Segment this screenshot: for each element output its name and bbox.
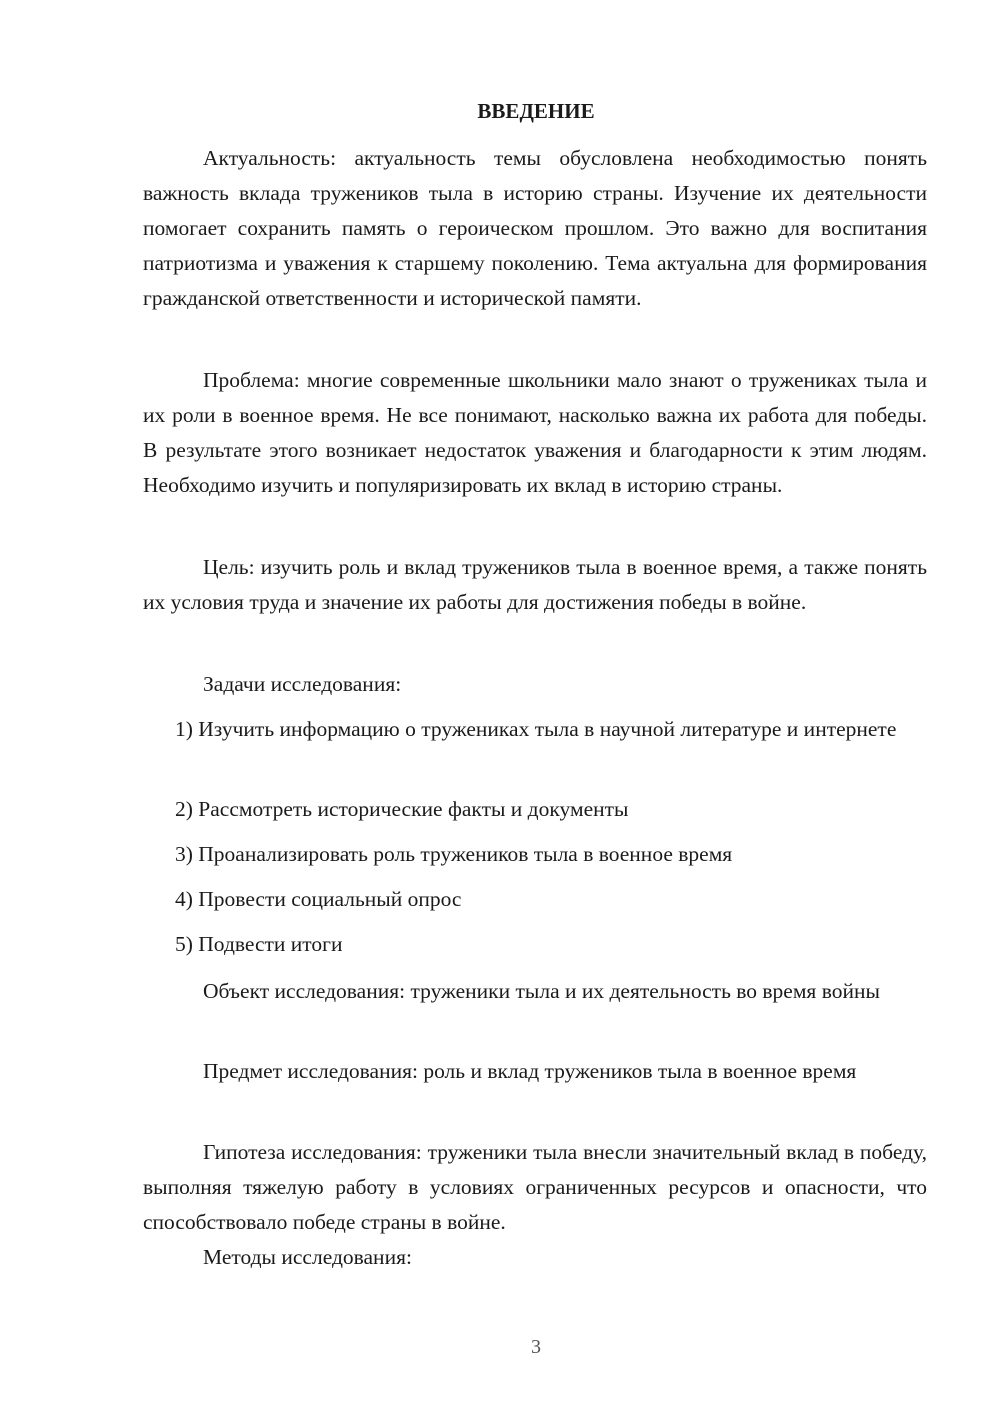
paragraph-subject: Предмет исследования: роль и вклад тружеников тыла в военное время: [203, 1059, 857, 1083]
paragraph-problem: Проблема: многие современные школьники мало знают о тружениках тыла и их роли в военное время. Не все понимают, насколько важна их работа для победы. В результате этого возникает недостаток уважения и благодарности к этим людям. Необходимо изучить и популяризировать их вклад в историю страны.: [143, 368, 927, 497]
task-item-3: 3) Проанализировать роль тружеников тыла в военное время: [175, 842, 733, 866]
methods-heading: Методы исследования:: [203, 1245, 412, 1269]
tasks-heading: Задачи исследования:: [203, 672, 402, 696]
task-item-5: 5) Подвести итоги: [175, 932, 343, 956]
task-item-1: 1) Изучить информацию о тружениках тыла в научной литературе и интернете: [175, 717, 897, 741]
paragraph-object: Объект исследования: труженики тыла и их деятельность во время войны: [203, 979, 880, 1003]
paragraph-goal: Цель: изучить роль и вклад тружеников тыла в военное время, а также понять их условия труда и значение их работы для достижения победы в войне.: [143, 555, 927, 614]
page-title: ВВЕДЕНИЕ: [477, 99, 595, 123]
paragraph-relevance: Актуальность: актуальность темы обусловлена необходимостью понять важность вклада тружеников тыла в историю страны. Изучение их деятельности помогает сохранить память о героическом прошлом. Это важно для воспитания патриотизма и уважения к старшему поколению. Тема актуальна для формирования гражданской ответственности и исторической памяти.: [143, 146, 927, 310]
task-item-2: 2) Рассмотреть исторические факты и документы: [175, 797, 629, 821]
task-item-4: 4) Провести социальный опрос: [175, 887, 462, 911]
paragraph-hypothesis: Гипотеза исследования: труженики тыла внесли значительный вклад в победу, выполняя тяжелую работу в условиях ограниченных ресурсов и опасности, что способствовало победе страны в войне.: [143, 1140, 927, 1234]
page-number: 3: [531, 1336, 541, 1358]
